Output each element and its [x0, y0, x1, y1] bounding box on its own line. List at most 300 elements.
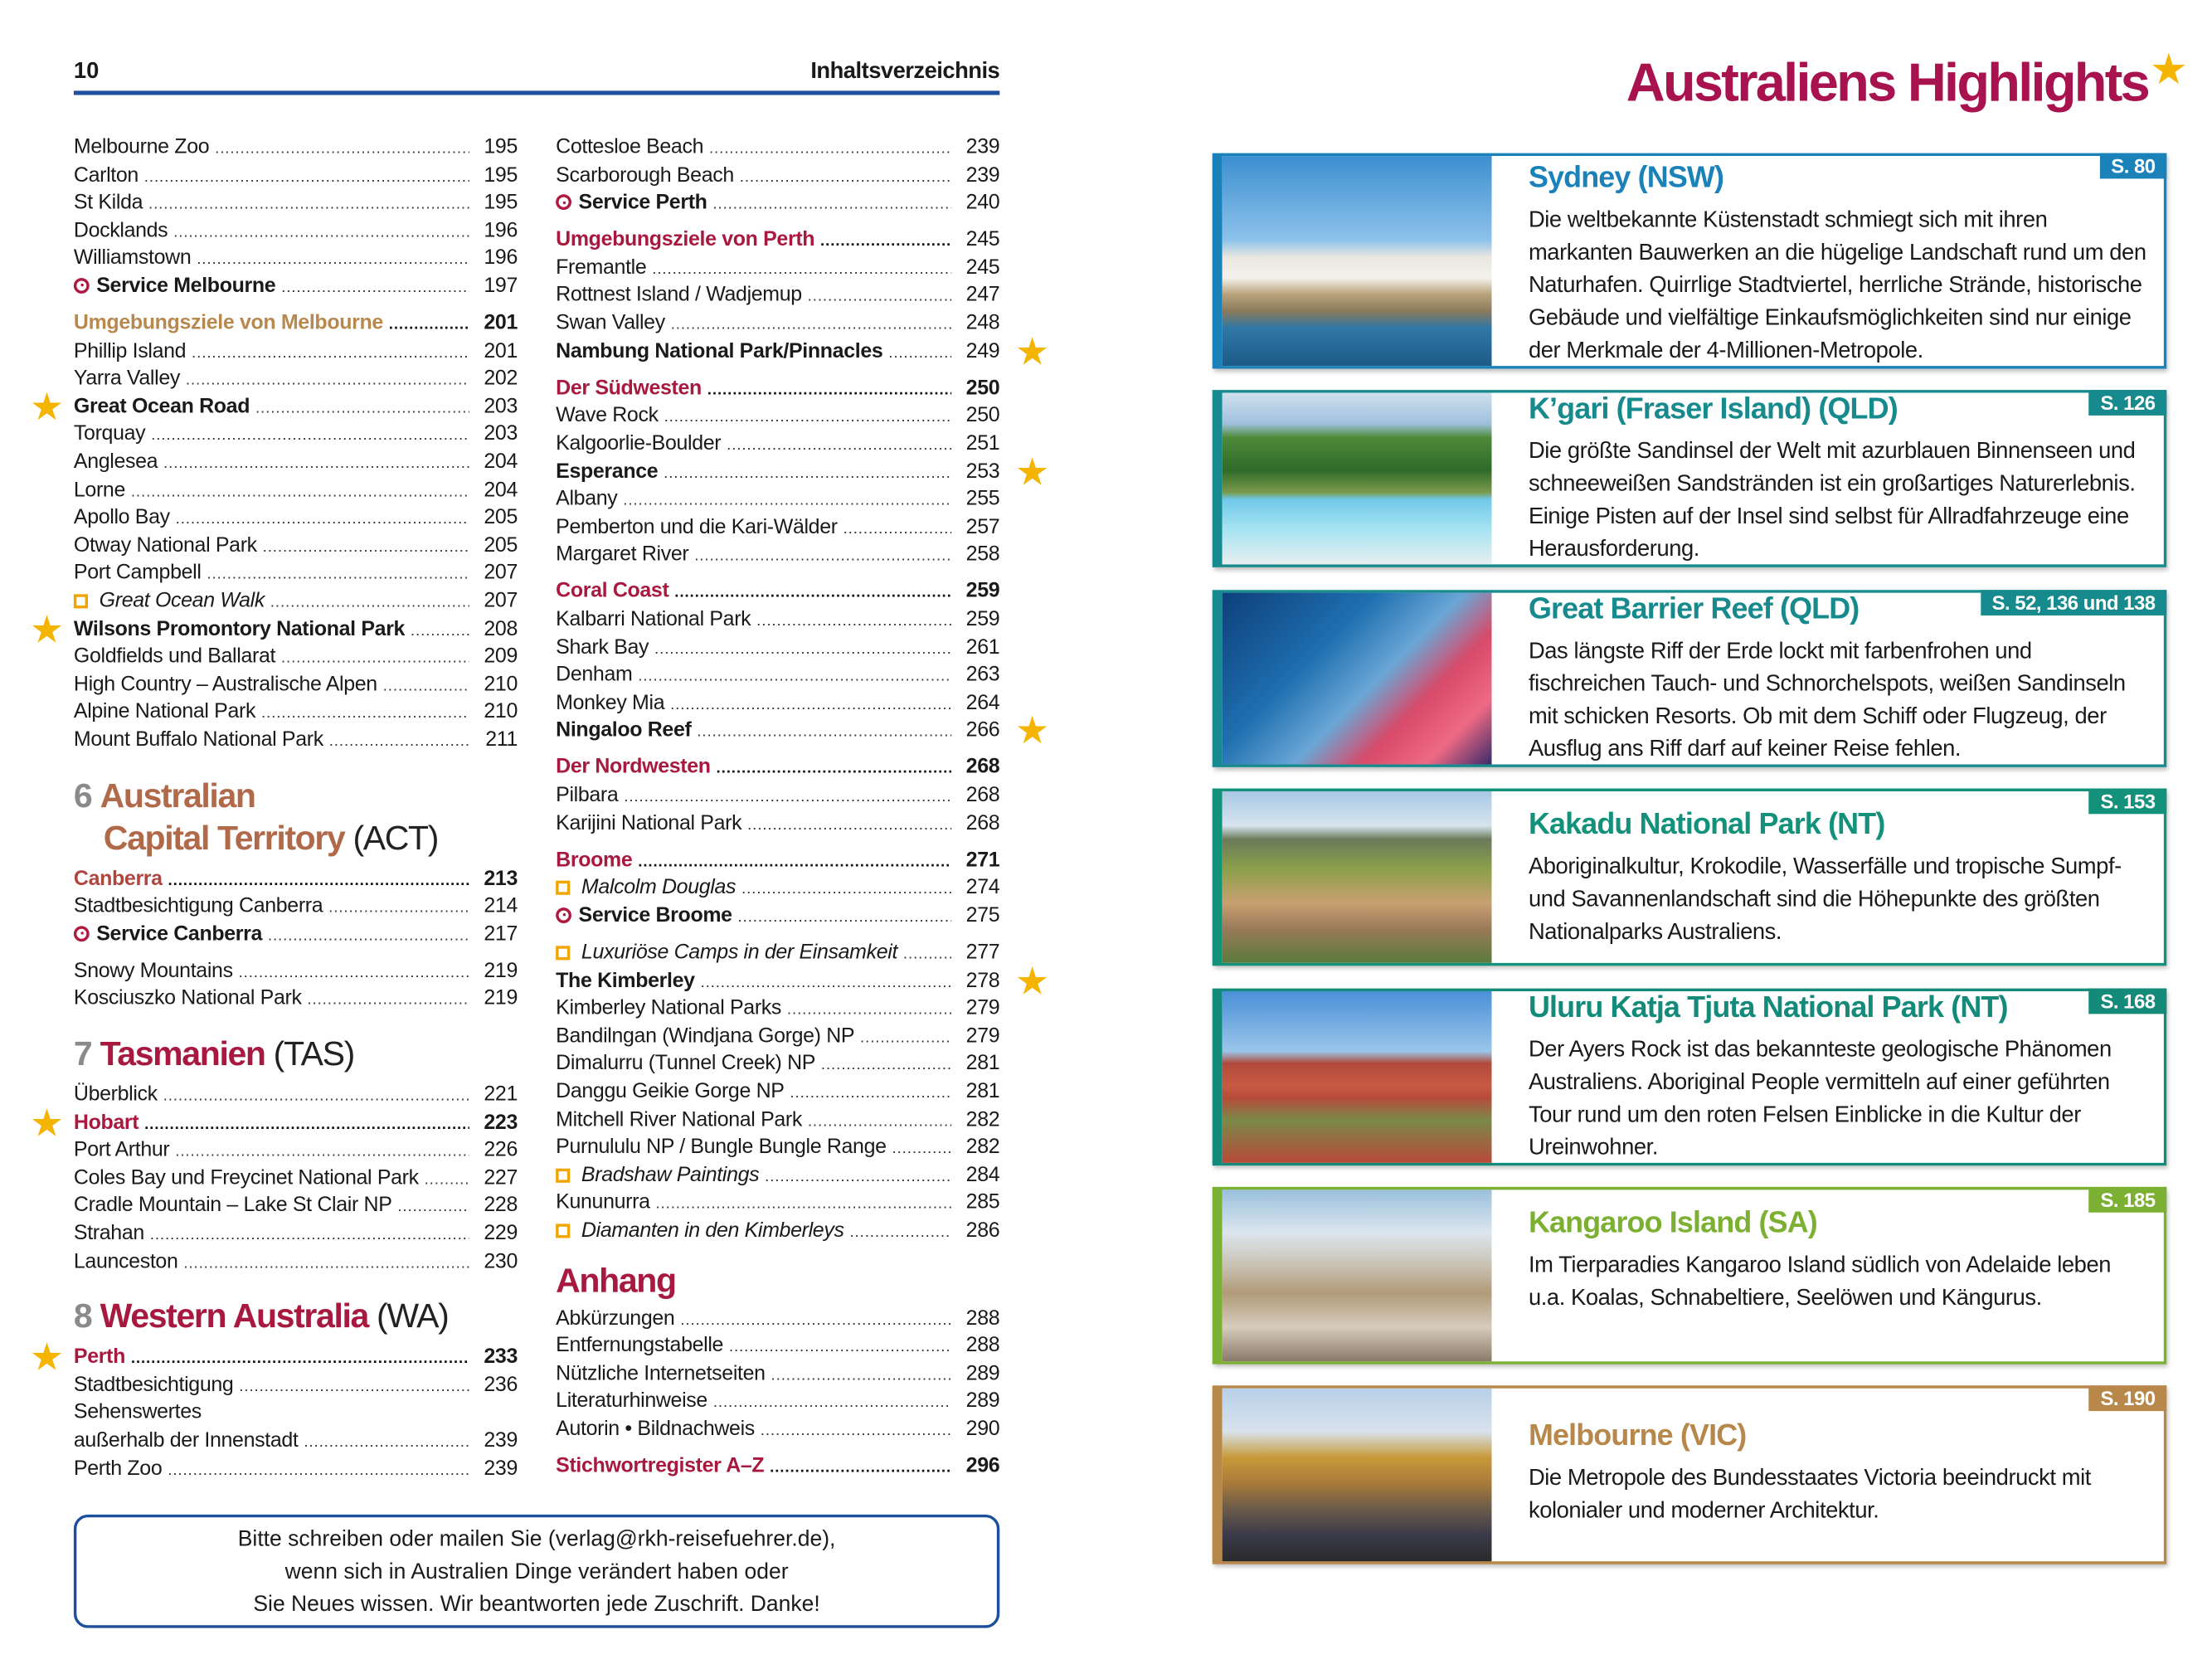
- toc-entry-label: [556, 134, 703, 162]
- toc-entry-text: Torquay: [73, 423, 146, 446]
- toc-entry[interactable]: [74, 672, 518, 699]
- dot-leader: [670, 692, 951, 719]
- toc-entry-label: [556, 1190, 649, 1218]
- toc-page-number: 250: [965, 404, 1000, 428]
- chapter-number: 6: [73, 776, 92, 815]
- toc-entry[interactable]: [74, 1373, 518, 1400]
- toc-page-number: 263: [965, 664, 1000, 687]
- toc-page-number: 289: [965, 1389, 1000, 1413]
- toc-entry[interactable]: [556, 487, 999, 514]
- dot-leader: [329, 729, 469, 757]
- toc-entry-text: Literaturhinweise: [556, 1389, 707, 1413]
- toc-entry[interactable]: [74, 1400, 518, 1428]
- highlight-star-icon: ★: [29, 385, 64, 429]
- toc-entry-label: [556, 311, 665, 338]
- toc-page-number: 208: [484, 617, 518, 641]
- photo-uluru: [1223, 991, 1492, 1163]
- highlight-title[interactable]: Uluru Katja Tjuta National Park (NT): [1528, 991, 2008, 1024]
- toc-entry[interactable]: [556, 311, 999, 338]
- toc-entry-text: Pemberton und die Kari-Wälder: [556, 515, 838, 539]
- highlight-description: Aboriginalkultur, Krokodile, Wasserfälle und tropische Sumpf- und Savannenlandschaft sind die Höhepunkte des größten Nationalparks Australiens.: [1528, 854, 2122, 945]
- toc-entry[interactable]: [556, 542, 999, 570]
- dot-leader: [281, 275, 469, 303]
- toc-entry[interactable]: [74, 1248, 518, 1276]
- toc-page-number: 207: [484, 562, 518, 586]
- toc-entry[interactable]: [556, 755, 999, 782]
- highlight-title[interactable]: Great Barrier Reef (QLD): [1528, 592, 1860, 625]
- toc-entry[interactable]: [29, 1335, 518, 1379]
- toc-entry-text: Williamstown: [73, 247, 192, 270]
- toc-entry-text: Monkey Mia: [556, 691, 665, 715]
- toc-entry[interactable]: [556, 783, 999, 810]
- toc-entry[interactable]: [556, 810, 999, 838]
- chapter-heading-line: [74, 775, 518, 817]
- toc-page-number: 281: [965, 1053, 1000, 1076]
- highlight-description: Die größte Sandinsel der Welt mit azurblauen Binnenseen und schneeweißen Sandstränden ist ein großartiges Naturerlebnis. Einige Pisten auf der Insel sind selbst für Allradfahrzeuge eine Herausforderung.: [1528, 439, 2136, 562]
- dot-leader: [821, 1053, 951, 1080]
- toc-page-number: 289: [965, 1362, 1000, 1385]
- toc-page-number: 251: [965, 432, 1000, 455]
- page-reference-badge[interactable]: S. 153: [2089, 789, 2166, 815]
- dot-leader: [383, 674, 469, 701]
- dot-leader: [729, 1335, 951, 1362]
- toc-entry-label: [556, 514, 838, 542]
- toc-entry[interactable]: [556, 875, 999, 902]
- dot-leader: [680, 1307, 951, 1335]
- toc-entry-text: Service Perth: [578, 192, 707, 215]
- dot-leader: [741, 877, 951, 904]
- toc-entry-text: Rottnest Island / Wadjemup: [556, 284, 802, 308]
- toc-entry[interactable]: [74, 1456, 518, 1483]
- dot-leader: [727, 432, 951, 460]
- dot-leader: [624, 785, 951, 812]
- toc-entry-text: Service Melbourne: [96, 275, 276, 298]
- dot-leader: [389, 312, 469, 339]
- toc-page-number: 296: [965, 1455, 1000, 1478]
- info-box-icon: [556, 1224, 570, 1238]
- toc-page-number: 201: [484, 312, 518, 335]
- highlight-star-icon: ★: [1015, 709, 1050, 752]
- toc-page-number: 282: [965, 1136, 1000, 1160]
- chapter-abbrev: (WA): [377, 1297, 449, 1336]
- dot-leader: [770, 1455, 951, 1482]
- toc-entry-text: Otway National Park: [73, 534, 257, 557]
- toc-entry[interactable]: [556, 690, 999, 718]
- page-number: 10: [73, 59, 100, 84]
- toc-entry[interactable]: [74, 311, 518, 338]
- toc-page-number: 245: [965, 228, 1000, 252]
- toc-entry-text: Wilsons Promontory National Park: [73, 617, 406, 641]
- toc-entry-text: Great Ocean Road: [73, 395, 250, 419]
- toc-entry-label: [556, 190, 707, 217]
- toc-entry[interactable]: [556, 579, 999, 606]
- toc-entry[interactable]: [556, 1306, 999, 1333]
- toc-entry[interactable]: [74, 1221, 518, 1248]
- toc-page-number: 207: [484, 590, 518, 613]
- dot-leader: [671, 312, 951, 339]
- feedback-line: wenn sich in Australien Dinge verändert haben oder: [284, 1559, 789, 1584]
- dot-leader: [425, 1167, 469, 1194]
- page-reference-badge[interactable]: S. 80: [2100, 153, 2167, 179]
- toc-entry[interactable]: [556, 635, 999, 662]
- info-box-icon: [556, 946, 570, 960]
- toc-entry[interactable]: [74, 1137, 518, 1165]
- toc-entry-text: Kalbarri National Park: [556, 608, 751, 631]
- toc-entry-text: Margaret River: [556, 543, 689, 567]
- toc-entry-text: Albany: [556, 488, 618, 511]
- toc-entry-text: Abkürzungen: [556, 1306, 675, 1330]
- toc-entry[interactable]: [74, 866, 518, 893]
- highlight-card[interactable]: [1213, 390, 2167, 567]
- toc-entry-label: [556, 1333, 723, 1360]
- toc-entry[interactable]: [556, 709, 1050, 752]
- toc-entry-text: Strahan: [73, 1222, 144, 1246]
- toc-entry[interactable]: [556, 607, 999, 635]
- toc-entry-text: Apollo Bay: [73, 506, 170, 530]
- toc-entry-text: Denham: [556, 664, 633, 687]
- toc-entry[interactable]: [556, 163, 999, 190]
- toc-entry[interactable]: [556, 283, 999, 310]
- dot-leader: [820, 229, 951, 256]
- toc-page-number: 248: [965, 312, 1000, 335]
- toc-entry-label: [74, 1221, 144, 1248]
- highlight-card[interactable]: [1213, 989, 2167, 1166]
- dot-leader: [738, 905, 952, 932]
- toc-entry-label: [556, 255, 646, 283]
- toc-entry-text: Luxuriöse Camps in der Einsamkeit: [581, 941, 898, 965]
- highlight-card[interactable]: [1213, 789, 2167, 966]
- toc-entry[interactable]: [74, 533, 518, 560]
- toc-entry-label: [74, 1165, 419, 1193]
- toc-entry-label: [556, 690, 664, 718]
- toc-entry-text: High Country – Australische Alpen: [73, 673, 377, 697]
- toc-entry-label: [74, 672, 377, 699]
- toc-entry-text: Docklands: [73, 219, 168, 242]
- dot-leader: [131, 1346, 469, 1374]
- toc-page-number: 245: [965, 256, 1000, 280]
- toc-entry-label: [74, 134, 209, 162]
- toc-entry-text: Kalgoorlie-Boulder: [556, 432, 722, 455]
- toc-page-number: 282: [965, 1108, 1000, 1131]
- toc-entry[interactable]: [74, 505, 518, 533]
- toc-entry-label: [74, 922, 262, 949]
- toc-entry[interactable]: [74, 450, 518, 477]
- toc-entry[interactable]: [556, 1417, 999, 1444]
- toc-page-number: 228: [484, 1194, 518, 1218]
- toc-entry-label: [74, 163, 139, 190]
- toc-entry-text: Yarra Valley: [73, 367, 180, 391]
- dot-leader: [761, 1418, 951, 1445]
- toc-entry-label: [74, 311, 383, 338]
- toc-entry[interactable]: [74, 727, 518, 755]
- highlight-title[interactable]: Kakadu National Park (NT): [1528, 808, 1885, 841]
- toc-entry-label: [74, 246, 191, 273]
- toc-entry-text: Broome: [556, 849, 633, 872]
- dot-leader: [186, 367, 469, 395]
- toc-entry-label: [556, 283, 802, 310]
- toc-entry-label: [556, 1162, 759, 1190]
- toc-entry[interactable]: [556, 1135, 999, 1162]
- toc-entry-label: [556, 459, 658, 486]
- highlight-card[interactable]: [1213, 1385, 2167, 1564]
- toc-entry-text: Great Ocean Walk: [99, 590, 265, 613]
- toc-entry[interactable]: [556, 1333, 999, 1360]
- toc-page-number: 217: [484, 922, 518, 946]
- toc-entry[interactable]: [74, 190, 518, 217]
- toc-entry-text: Kununurra: [556, 1191, 650, 1215]
- toc-entry-label: [556, 875, 736, 902]
- toc-entry-text: Perth: [73, 1345, 125, 1370]
- page-reference-badge[interactable]: S. 185: [2089, 1187, 2166, 1213]
- highlight-title[interactable]: Melbourne (VIC): [1528, 1419, 1747, 1452]
- toc-entry[interactable]: [29, 385, 518, 429]
- toc-entry[interactable]: [74, 1193, 518, 1220]
- service-icon: [556, 907, 571, 923]
- toc-entry-label: [74, 477, 125, 504]
- toc-page-number: 277: [965, 941, 1000, 965]
- toc-entry-label: [556, 1218, 843, 1245]
- toc-entry[interactable]: [556, 403, 999, 431]
- toc-entry-text: Coral Coast: [556, 580, 669, 604]
- toc-page-number: 240: [965, 192, 1000, 215]
- dot-leader: [192, 340, 469, 367]
- toc-entry-label: [556, 338, 882, 366]
- highlight-star-icon: ★: [29, 1335, 64, 1379]
- toc-entry-label: [556, 1306, 674, 1333]
- toc-entry[interactable]: [74, 218, 518, 246]
- toc-entry-label: [556, 1453, 764, 1481]
- info-box-icon: [556, 1168, 570, 1182]
- toc-page-number: 239: [965, 136, 1000, 159]
- toc-entry[interactable]: [74, 699, 518, 727]
- toc-entry-text: Pilbara: [556, 784, 619, 807]
- toc-entry-label: [556, 1052, 815, 1079]
- toc-entry[interactable]: [556, 1218, 999, 1245]
- toc-entry[interactable]: [556, 848, 999, 875]
- toc-entry-text: Port Campbell: [73, 562, 202, 586]
- toc-entry[interactable]: [556, 903, 999, 931]
- toc-entry-text: Nützliche Internetseiten: [556, 1362, 766, 1385]
- toc-page-number: 219: [484, 987, 518, 1010]
- toc-entry[interactable]: [556, 1052, 999, 1079]
- dot-leader: [674, 581, 951, 608]
- toc-entry[interactable]: [74, 986, 518, 1014]
- toc-entry[interactable]: [556, 329, 1050, 373]
- toc-page-number: 268: [965, 757, 1000, 780]
- toc-entry[interactable]: [74, 588, 518, 615]
- toc-page-number: 257: [965, 515, 1000, 539]
- toc-entry-text: Ningaloo Reef: [556, 719, 692, 742]
- toc-entry[interactable]: [556, 1162, 999, 1190]
- chapter-title: Anhang: [556, 1261, 676, 1300]
- dot-leader: [652, 256, 951, 284]
- highlight-title[interactable]: Sydney (NSW): [1528, 161, 1724, 195]
- dot-leader: [700, 970, 951, 997]
- dot-leader: [304, 1429, 469, 1457]
- toc-entry-text: Melbourne Zoo: [73, 136, 210, 159]
- toc-entry[interactable]: [74, 338, 518, 366]
- dot-leader: [163, 451, 469, 479]
- dot-leader: [307, 988, 469, 1015]
- toc-page-number: 250: [965, 377, 1000, 400]
- toc-entry-text: Entfernungstabelle: [556, 1335, 724, 1358]
- toc-entry[interactable]: [556, 941, 999, 968]
- toc-entry-text: Launceston: [73, 1250, 178, 1273]
- dot-leader: [888, 340, 951, 367]
- toc-entry[interactable]: [556, 959, 1050, 1003]
- highlights-title: Australiens Highlights: [1626, 53, 2149, 114]
- toc-page-number: 275: [965, 904, 1000, 927]
- toc-entry-label: [74, 1193, 392, 1220]
- toc-entry[interactable]: [74, 561, 518, 588]
- toc-entry[interactable]: [74, 958, 518, 985]
- dot-leader: [713, 1390, 951, 1418]
- toc-entry[interactable]: [29, 607, 518, 651]
- toc-entry-label: [74, 421, 145, 449]
- dot-leader: [151, 423, 469, 450]
- toc-entry-label: [74, 866, 163, 893]
- toc-entry[interactable]: [74, 477, 518, 504]
- chapter-heading[interactable]: [74, 775, 518, 860]
- page-reference-badge[interactable]: S. 168: [2089, 989, 2166, 1014]
- page-reference-badge[interactable]: S. 126: [2089, 390, 2166, 416]
- toc-entry[interactable]: [74, 1428, 518, 1456]
- toc-entry-label: [556, 542, 688, 570]
- toc-page-number: 255: [965, 488, 1000, 511]
- page-reference-badge[interactable]: S. 190: [2089, 1385, 2166, 1411]
- toc-entry-label: [74, 588, 265, 615]
- dot-leader: [756, 608, 951, 635]
- toc-entry-text: Port Arthur: [73, 1139, 170, 1162]
- toc-entry[interactable]: [74, 421, 518, 449]
- toc-entry-label: [74, 1082, 158, 1109]
- toc-page-number: 229: [484, 1222, 518, 1246]
- toc-entry[interactable]: [556, 134, 999, 162]
- toc-entry-text: Esperance: [556, 460, 659, 484]
- toc-entry[interactable]: [556, 190, 999, 217]
- toc-entry[interactable]: [556, 663, 999, 690]
- toc-page-number: 249: [965, 339, 1000, 363]
- highlight-title[interactable]: K’gari (Fraser Island) (QLD): [1528, 392, 1898, 426]
- toc-page-number: 213: [484, 867, 518, 890]
- dot-leader: [183, 1250, 469, 1277]
- toc-page-number: 278: [965, 969, 1000, 993]
- toc-entry[interactable]: [556, 227, 999, 255]
- dot-leader: [655, 1192, 951, 1219]
- photo-reef-diver: [1223, 593, 1492, 765]
- toc-page-number: 205: [484, 506, 518, 530]
- toc-page-number: 219: [484, 960, 518, 983]
- toc-column-2: [556, 134, 1050, 1481]
- toc-entry-label: [74, 699, 255, 727]
- toc-entry-text: Malcolm Douglas: [581, 877, 737, 900]
- toc-entry-text: Service Broome: [578, 904, 732, 927]
- highlight-description: Der Ayers Rock ist das bekannteste geologische Phänomen Australiens. Aboriginal People vermitteln auf einer geführten Tour rund um den roten Felsen Einblicke in die Kultur der Ureinwohner.: [1528, 1038, 2112, 1160]
- toc-entry-label: [74, 986, 302, 1014]
- toc-entry[interactable]: [74, 1165, 518, 1193]
- toc-entry[interactable]: [74, 1082, 518, 1109]
- dot-leader: [849, 1219, 951, 1247]
- toc-entry[interactable]: [556, 1389, 999, 1416]
- highlight-card[interactable]: [1213, 153, 2167, 369]
- toc-entry[interactable]: [74, 163, 518, 190]
- toc-entry[interactable]: [74, 644, 518, 671]
- dot-leader: [215, 136, 469, 163]
- toc-page-number: 268: [965, 812, 1000, 835]
- toc-entry[interactable]: [74, 246, 518, 273]
- toc-entry[interactable]: [74, 922, 518, 949]
- toc-page-number: 288: [965, 1335, 1000, 1358]
- dot-leader: [173, 220, 469, 247]
- toc-page-number: 201: [484, 339, 518, 363]
- chapter-abbrev: (ACT): [352, 819, 439, 858]
- toc-entry[interactable]: [556, 1453, 999, 1481]
- toc-entry-text: Bandilngan (Windjana Gorge) NP: [556, 1024, 855, 1048]
- toc-entry[interactable]: [556, 1361, 999, 1389]
- toc-page-number: 195: [484, 192, 518, 215]
- toc-entry[interactable]: [556, 1107, 999, 1135]
- dot-leader: [239, 960, 469, 987]
- toc-page-number: 203: [484, 395, 518, 419]
- toc-entry[interactable]: [74, 367, 518, 394]
- toc-page-number: 239: [484, 1457, 518, 1481]
- toc-entry-label: [74, 450, 158, 477]
- highlight-title[interactable]: Kangaroo Island (SA): [1528, 1206, 1817, 1240]
- toc-entry[interactable]: [556, 376, 999, 403]
- toc-entry-label: [74, 218, 168, 246]
- toc-entry[interactable]: [74, 893, 518, 921]
- toc-page-number: 247: [965, 284, 1000, 308]
- toc-entry-text: Der Südwesten: [556, 377, 702, 400]
- toc-entry[interactable]: [556, 450, 1050, 494]
- star-icon: ★: [2149, 46, 2188, 94]
- toc-entry-label: [74, 190, 143, 217]
- dot-leader: [175, 1139, 469, 1166]
- toc-entry[interactable]: [556, 431, 999, 459]
- toc-entry-text: Kosciuszko National Park: [73, 987, 302, 1010]
- dot-leader: [717, 757, 952, 784]
- chapter-heading[interactable]: [556, 1260, 999, 1302]
- toc-entry[interactable]: [29, 1101, 518, 1145]
- toc-entry-text: Carlton: [73, 163, 139, 187]
- toc-entry[interactable]: [74, 134, 518, 162]
- toc-entry[interactable]: [556, 1190, 999, 1218]
- highlight-card[interactable]: [1213, 1187, 2167, 1365]
- chapter-heading[interactable]: [74, 1297, 518, 1339]
- toc-column-1: [29, 134, 518, 1483]
- service-icon: [74, 926, 90, 941]
- highlight-card[interactable]: [1213, 590, 2167, 767]
- toc-entry[interactable]: [74, 274, 518, 301]
- toc-entry-label: [74, 1428, 299, 1456]
- toc-entry[interactable]: [556, 255, 999, 283]
- toc-entry[interactable]: [556, 1024, 999, 1051]
- toc-entry-label: [74, 1373, 234, 1400]
- dot-leader: [168, 1457, 469, 1485]
- page-reference-badge[interactable]: S. 52, 136 und 138: [1981, 590, 2166, 615]
- dot-leader: [808, 285, 951, 312]
- chapter-heading[interactable]: [74, 1034, 518, 1076]
- dot-leader: [148, 192, 469, 219]
- toc-entry[interactable]: [556, 996, 999, 1024]
- toc-page-number: 286: [965, 1219, 1000, 1243]
- toc-page-number: 264: [965, 691, 1000, 715]
- toc-entry[interactable]: [556, 1079, 999, 1107]
- toc-entry-label: [556, 903, 732, 931]
- toc-entry-label: [556, 968, 694, 995]
- toc-entry[interactable]: [556, 514, 999, 542]
- service-icon: [74, 278, 90, 294]
